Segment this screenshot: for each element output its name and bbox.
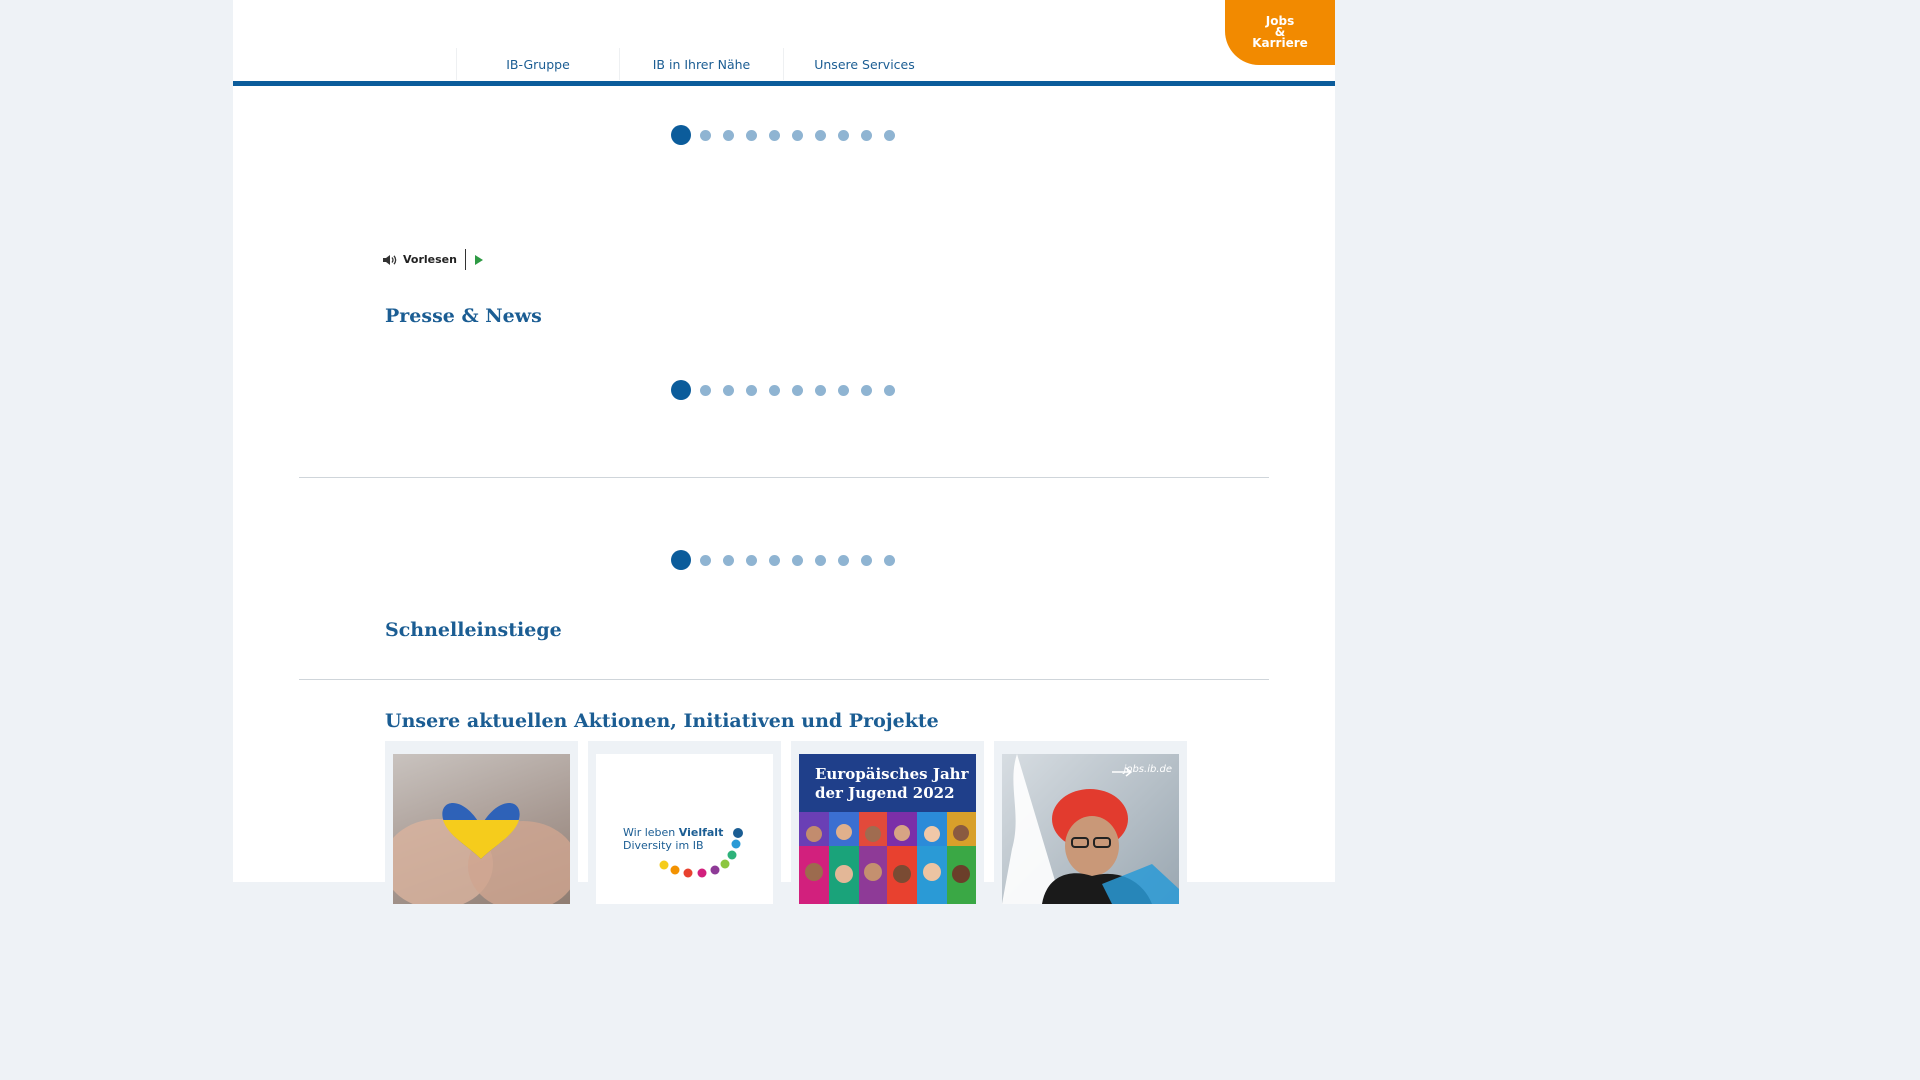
slider-dot[interactable] <box>815 555 826 566</box>
project-card-diversity[interactable] <box>588 741 781 901</box>
project-card-europe-youth[interactable] <box>791 741 984 901</box>
slider-dot[interactable] <box>861 385 872 396</box>
slider-dot[interactable] <box>746 555 757 566</box>
nav-item-unsere-services[interactable]: Unsere Services <box>783 48 945 80</box>
section-divider <box>299 477 1269 478</box>
header-divider-bar <box>233 81 1335 86</box>
page-container <box>233 0 1335 882</box>
slider-dot[interactable] <box>861 130 872 141</box>
diversity-dots-graphic <box>596 754 773 904</box>
slider-dot[interactable] <box>769 130 780 141</box>
card-image-jobs-superpower <box>1002 754 1179 904</box>
slider-dot[interactable] <box>792 385 803 396</box>
read-aloud-widget[interactable] <box>382 249 483 270</box>
slider-dot[interactable] <box>838 555 849 566</box>
youth-photo-grid <box>799 754 976 904</box>
play-icon[interactable] <box>475 255 483 265</box>
diversity-text-bold: Vielfalt <box>678 826 724 839</box>
slider-dot[interactable] <box>792 555 803 566</box>
card-image-ukraine-heart <box>393 754 570 904</box>
slider-dot[interactable] <box>700 130 711 141</box>
diversity-text-pre: Wir leben <box>623 826 679 839</box>
jobs-karriere-button[interactable] <box>1225 0 1335 65</box>
heart-hands-image <box>393 754 570 904</box>
slider-dot[interactable] <box>671 550 691 570</box>
nav-item-ib-gruppe[interactable]: IB-Gruppe <box>456 48 619 80</box>
slider-dot[interactable] <box>838 385 849 396</box>
slider-dot[interactable] <box>671 125 691 145</box>
slider-dot[interactable] <box>815 385 826 396</box>
read-aloud-label: Vorlesen <box>403 253 457 266</box>
card-image-europe-youth <box>799 754 976 904</box>
helmet-person-image <box>1002 754 1179 904</box>
nav-item-ib-in-ihrer-naehe[interactable]: IB in Ihrer Nähe <box>619 48 783 80</box>
slider-dot[interactable] <box>723 555 734 566</box>
slider-dot[interactable] <box>769 385 780 396</box>
slider-dot[interactable] <box>700 385 711 396</box>
slider-dot[interactable] <box>723 130 734 141</box>
slider-dot[interactable] <box>723 385 734 396</box>
project-card-jobs[interactable] <box>994 741 1187 901</box>
europe-title-line1: Europäisches Jahr <box>815 765 969 783</box>
project-cards <box>385 741 1197 901</box>
slider-dot[interactable] <box>671 380 691 400</box>
card-image-diversity <box>596 754 773 904</box>
slider-dot[interactable] <box>884 130 895 141</box>
speaker-icon <box>382 254 398 266</box>
project-card-ukraine[interactable] <box>385 741 578 901</box>
slider-dot[interactable] <box>884 555 895 566</box>
slider-dot[interactable] <box>884 385 895 396</box>
slider-dots-1 <box>671 125 907 145</box>
slider-dot[interactable] <box>700 555 711 566</box>
section-divider <box>299 679 1269 680</box>
jobs-label-line1: Jobs <box>1265 14 1295 28</box>
main-navigation <box>456 48 945 80</box>
section-title-aktionen: Unsere aktuellen Aktionen, Initiativen und Projekte <box>385 710 939 732</box>
diversity-text-sub: Diversity im IB <box>623 839 704 852</box>
europe-title-line2: der Jugend 2022 <box>815 784 955 802</box>
jobs-label-line2: & <box>1274 25 1286 39</box>
slider-dot[interactable] <box>746 385 757 396</box>
jobs-label-line3: Karriere <box>1252 36 1308 50</box>
section-title-schnelleinstiege: Schnelleinstiege <box>385 619 562 641</box>
slider-dot[interactable] <box>815 130 826 141</box>
section-title-presse-news: Presse & News <box>385 305 542 327</box>
slider-dot[interactable] <box>746 130 757 141</box>
slider-dot[interactable] <box>792 130 803 141</box>
jobs-caption: jobs.ib.de <box>1123 764 1172 775</box>
slider-dot[interactable] <box>769 555 780 566</box>
slider-dots-2 <box>671 380 907 400</box>
slider-dot[interactable] <box>838 130 849 141</box>
slider-dots-3 <box>671 550 907 570</box>
slider-dot[interactable] <box>861 555 872 566</box>
read-aloud-separator <box>465 249 466 270</box>
